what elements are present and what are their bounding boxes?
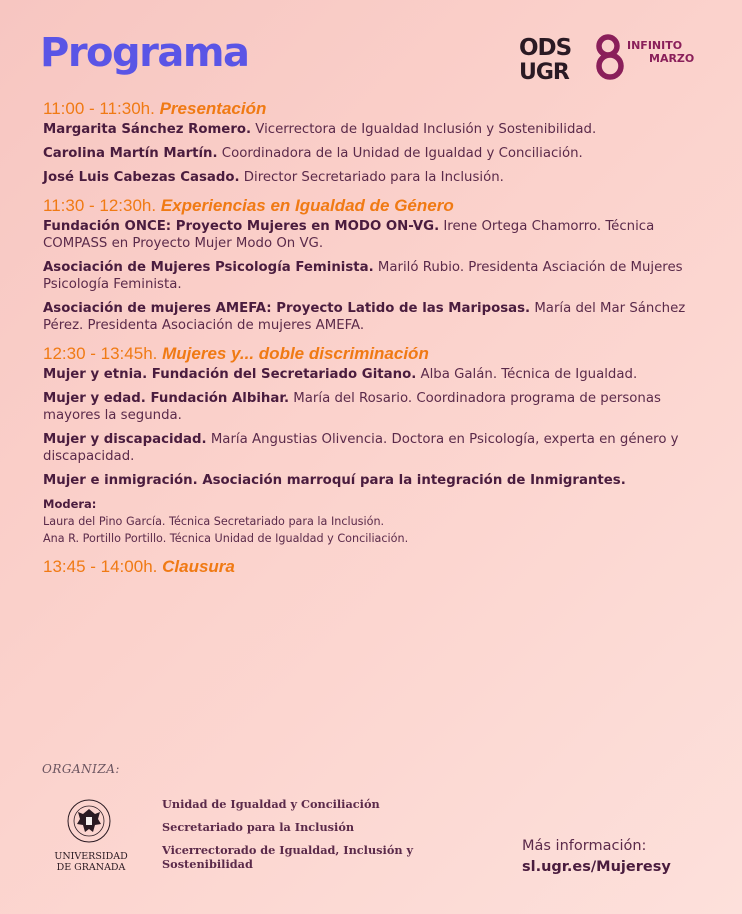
- speaker-entry: Margarita Sánchez Romero. Vicerrectora de Igualdad Inclusión y Sostenibilidad.: [43, 122, 597, 137]
- info-link[interactable]: sl.ugr.es/Mujeresy: [522, 859, 671, 875]
- speaker-entry: Fundación ONCE: Proyecto Mujeres en MODO ON-VG. Irene Ortega Chamorro. Técnica COMPASS en Proyecto Mujer Modo On VG.: [43, 219, 655, 251]
- page-title: Programa: [40, 30, 249, 76]
- agenda: [43, 99, 713, 587]
- speaker-entry: Mujer y discapacidad. María Angustias Olivencia. Doctora en Psicología, experta en género y discapacidad.: [43, 432, 679, 464]
- infinity-icon: [599, 37, 621, 77]
- speaker-entry: Mujer y edad. Fundación Albihar. María del Rosario. Coordinadora programa de personas mayores la segunda.: [43, 391, 661, 423]
- organizer-units: [162, 797, 432, 871]
- speaker-entry: Mujer e inmigración. Asociación marroquí para la integración de Inmigrantes.: [43, 473, 626, 488]
- speaker-entry: Mujer y etnia. Fundación del Secretariado Gitano. Alba Galán. Técnica de Igualdad.: [43, 367, 638, 382]
- session-clausura: [43, 557, 713, 577]
- speaker-entry: José Luis Cabezas Casado. Director Secretariado para la Inclusión.: [43, 170, 504, 185]
- infinito-marzo-logo: [595, 34, 705, 80]
- university-seal-icon: [66, 798, 112, 844]
- svg-text:ODS: ODS: [519, 35, 572, 61]
- unit-name: Vicerrectorado de Igualdad, Inclusión y Sostenibilidad: [162, 843, 414, 871]
- session-experiencias: [43, 196, 713, 334]
- unit-name: Secretariado para la Inclusión: [162, 820, 355, 834]
- session-presentacion: [43, 99, 713, 186]
- session-time: 11:30 - 12:30h. Experiencias en Igualdad de Género: [43, 196, 454, 215]
- university-name: UNIVERSIDAD DE GRANADA: [54, 851, 128, 873]
- svg-text:INFINITO: INFINITO: [627, 39, 683, 52]
- svg-text:UGR: UGR: [519, 60, 569, 82]
- session-time: 13:45 - 14:00h. Clausura: [43, 557, 235, 576]
- session-doble-discriminacion: [43, 344, 713, 547]
- moderators: Modera: Laura del Pino García. Técnica Secretariado para la Inclusión. Ana R. Portillo Portillo. Técnica Unidad de Igualdad y Conciliación.: [43, 497, 409, 545]
- session-time: 11:00 - 11:30h. Presentación: [43, 99, 267, 118]
- ods-ugr-logo: [519, 34, 581, 82]
- unit-name: Unidad de Igualdad y Conciliación: [162, 797, 380, 811]
- organiza-label: ORGANIZA:: [42, 762, 120, 776]
- session-time: 12:30 - 13:45h. Mujeres y... doble discriminación: [43, 344, 429, 363]
- more-info: [522, 836, 671, 878]
- info-label: Más información:: [522, 838, 647, 854]
- speaker-entry: Carolina Martín Martín. Coordinadora de la Unidad de Igualdad y Conciliación.: [43, 146, 583, 161]
- speaker-entry: Asociación de mujeres AMEFA: Proyecto Latido de las Mariposas. María del Mar Sánchez Pérez. Presidenta Asociación de mujeres AMEFA.: [43, 301, 686, 333]
- speaker-entry: Asociación de Mujeres Psicología Feminista. Mariló Rubio. Presidenta Asciación de Mujeres Psicología Feminista.: [43, 260, 683, 292]
- svg-text:MARZO: MARZO: [649, 52, 695, 65]
